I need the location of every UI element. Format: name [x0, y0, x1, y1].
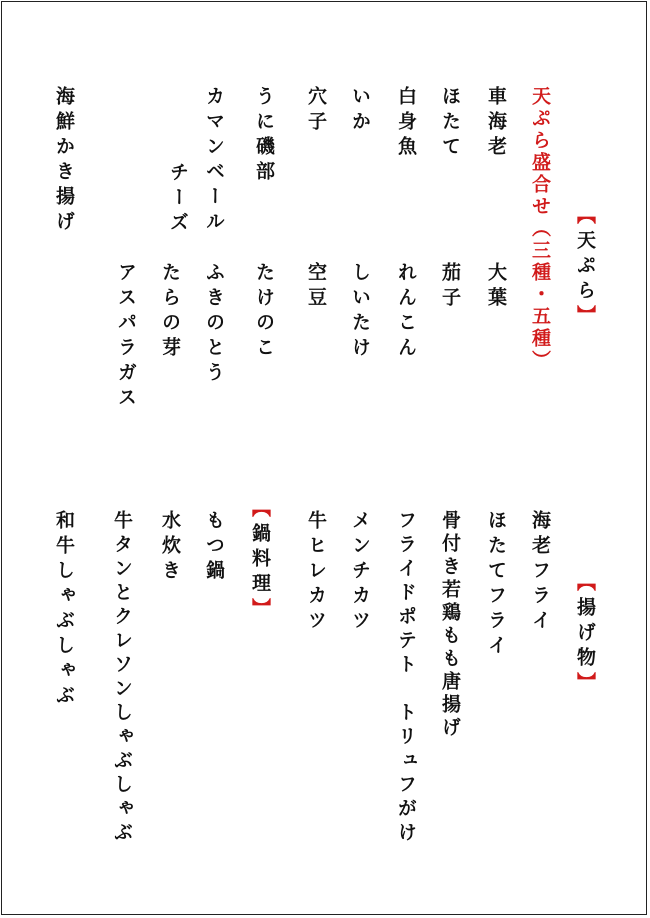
- menu-item-agemono: 牛ヒレカツ: [305, 510, 327, 635]
- menu-item-agemono: フライドポテト トリュフがけ: [395, 510, 417, 846]
- section-title-nabe: 鍋料理: [249, 523, 271, 598]
- section-header-nabe: [250, 498, 269, 623]
- menu-item-tempura: アスパラガス: [115, 262, 137, 412]
- menu-item-agemono: メンチカツ: [349, 510, 371, 635]
- section-title-agemono: 揚げ物: [574, 597, 596, 672]
- menu-item-tempura: しいたけ: [349, 262, 371, 362]
- bracket-close: 】: [249, 598, 271, 623]
- menu-item-tempura: 穴子: [305, 86, 327, 136]
- menu-item-tempura: たけのこ: [253, 262, 275, 362]
- menu-item-agemono: 骨付き若鶏もも唐揚げ: [439, 510, 461, 740]
- menu-item-tempura: ほたて: [439, 86, 461, 161]
- section-header-agemono: [575, 572, 594, 697]
- bracket-close: 】: [574, 305, 596, 330]
- menu-item-tempura: ふきのとう: [203, 262, 225, 387]
- menu-item-nabe: 和牛しゃぶしゃぶ: [53, 510, 75, 710]
- menu-item-tempura-moriawase: 天ぷら盛合せ（三種・五種）: [529, 86, 551, 372]
- section-header-tempura: [575, 205, 594, 330]
- menu-item-tempura: いか: [349, 86, 371, 136]
- menu-item-tempura: たらの芽: [159, 262, 181, 362]
- menu-item-nabe: 牛タンとクレソンしゃぶしゃぶ: [111, 510, 133, 846]
- bracket-close: 】: [574, 672, 596, 697]
- bracket-open: 【: [574, 205, 596, 230]
- menu-item-tempura: 海鮮かき揚げ: [53, 86, 75, 236]
- menu-item-nabe: もつ鍋: [203, 510, 225, 585]
- menu-item-tempura: 大葉: [485, 262, 507, 312]
- menu-item-tempura: 白身魚: [395, 86, 417, 161]
- bracket-open: 【: [249, 498, 271, 523]
- section-title-tempura: 天ぷら: [574, 230, 596, 305]
- menu-item-tempura: うに磯部: [253, 86, 275, 186]
- menu-item-tempura: れんこん: [395, 262, 417, 362]
- menu-item-nabe: 水炊き: [159, 510, 181, 585]
- menu-item-tempura: カマンベール: [203, 86, 225, 236]
- menu-item-agemono: 海老フライ: [529, 510, 551, 635]
- menu-item-tempura: 車海老: [485, 86, 507, 161]
- menu-item-tempura: 空豆: [305, 262, 327, 312]
- menu-item-tempura: 茄子: [439, 262, 461, 312]
- bracket-open: 【: [574, 572, 596, 597]
- menu-item-agemono: ほたてフライ: [485, 510, 507, 660]
- menu-item-tempura: チーズ: [167, 162, 189, 237]
